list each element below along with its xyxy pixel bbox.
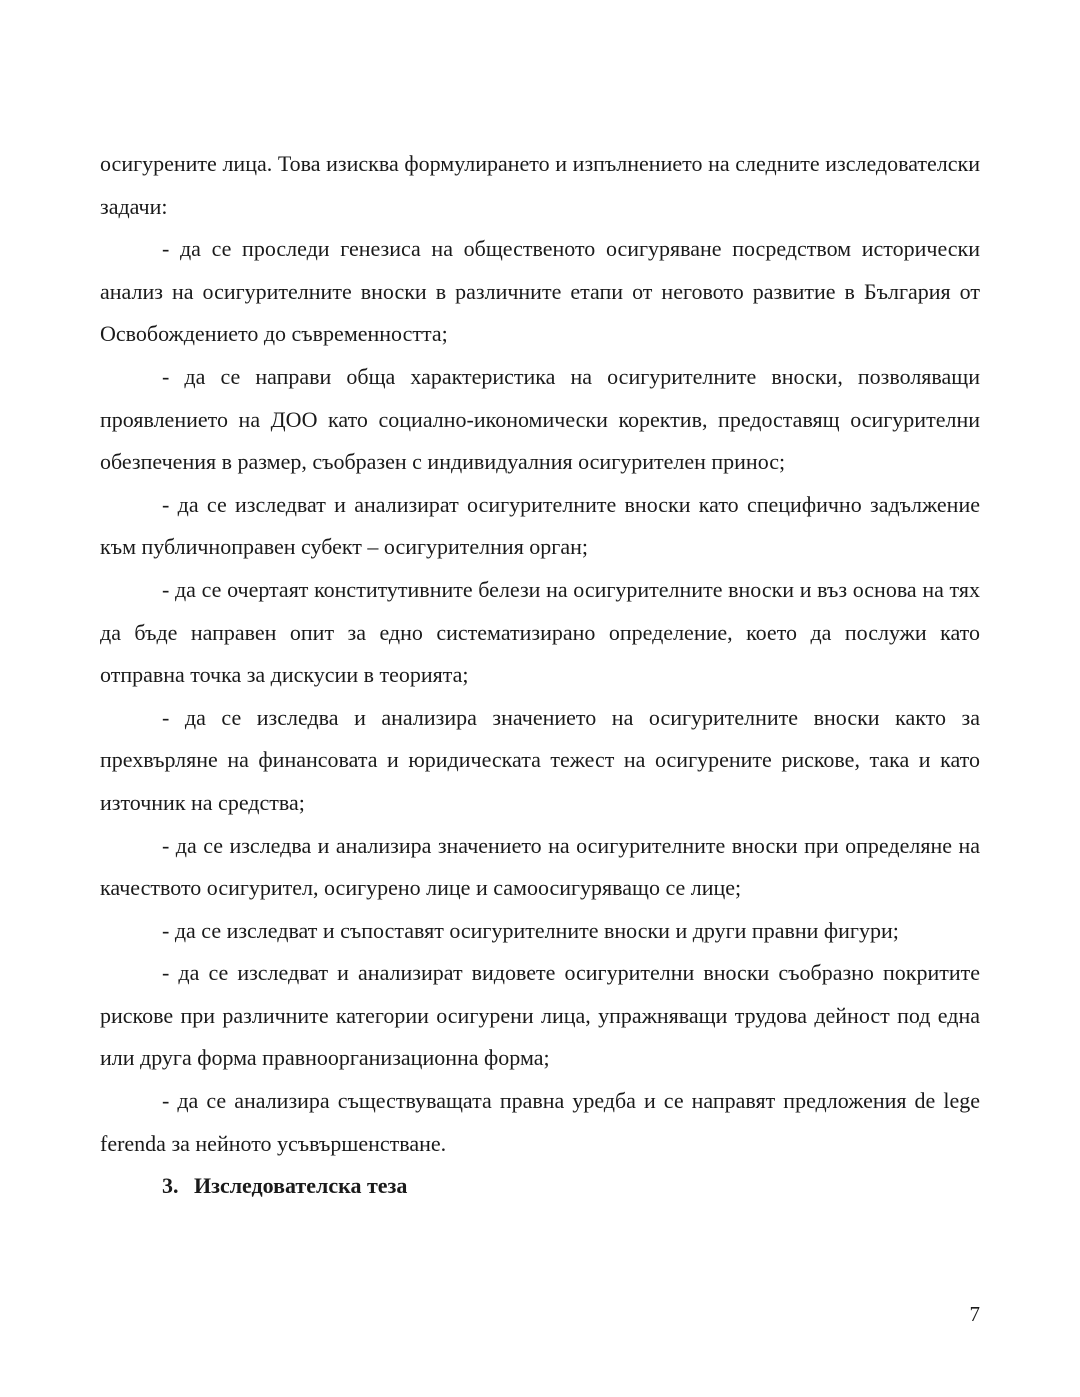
- task-item-lege-ferenda: - да се анализира съществуващата правна уредба и се направят предложения de lege ferenda за нейното усъвършенстване.: [100, 1088, 980, 1156]
- task-item-genesis: - да се проследи генезиса на общественото осигуряване посредством исторически анализ на осигурителните вноски в различните етапи от неговото развитие в България от Освобождението до съвременността;: [100, 236, 980, 347]
- section-title: Изследователска теза: [194, 1173, 408, 1199]
- section-heading: [100, 1165, 980, 1208]
- page-number: 7: [969, 1302, 980, 1326]
- document-body: [100, 143, 980, 1208]
- task-item-obligation: - да се изследват и анализират осигурителните вноски като специфично задължение към публичноправен субект – осигурителния орган;: [100, 491, 980, 560]
- task-item-definition: - да се очертаят конститутивните белези на осигурителните вноски и въз основа на тях да бъде направен опит за едно систематизирано определение, което да послужи като отправна точка за дискусии в теорията;: [100, 576, 980, 688]
- paragraph-continuation: осигурените лица. Това изисква формулирането и изпълнението на следните изследователски задачи:: [100, 151, 980, 219]
- task-item-insurer-status: - да се изследва и анализира значението на осигурителните вноски при определяне на качеството осигурител, осигурено лице и самоосигуряващо се лице;: [100, 832, 980, 901]
- task-item-comparison: - да се изследват и съпоставят осигурителните вноски и други правни фигури;: [162, 917, 899, 943]
- task-item-types: - да се изследват и анализират видовете осигурителни вноски съобразно покритите рискове при различните категории осигурени лица, упражняващи трудова дейност под една или друга форма правноорганизационна форма;: [100, 960, 980, 1071]
- task-item-characteristics: - да се направи обща характеристика на осигурителните вноски, позволяващи проявлението на ДОО като социално-икономически коректив, предоставящ осигурителни обезпечения в размер, съобразен с индивидуалния осигурителен принос;: [100, 363, 980, 475]
- section-number: 3.: [162, 1173, 179, 1199]
- task-item-risk-transfer: - да се изследва и анализира значението на осигурителните вноски както за прехвърляне на финансовата и юридическата тежест на осигурените рискове, така и като източник на средства;: [100, 704, 980, 815]
